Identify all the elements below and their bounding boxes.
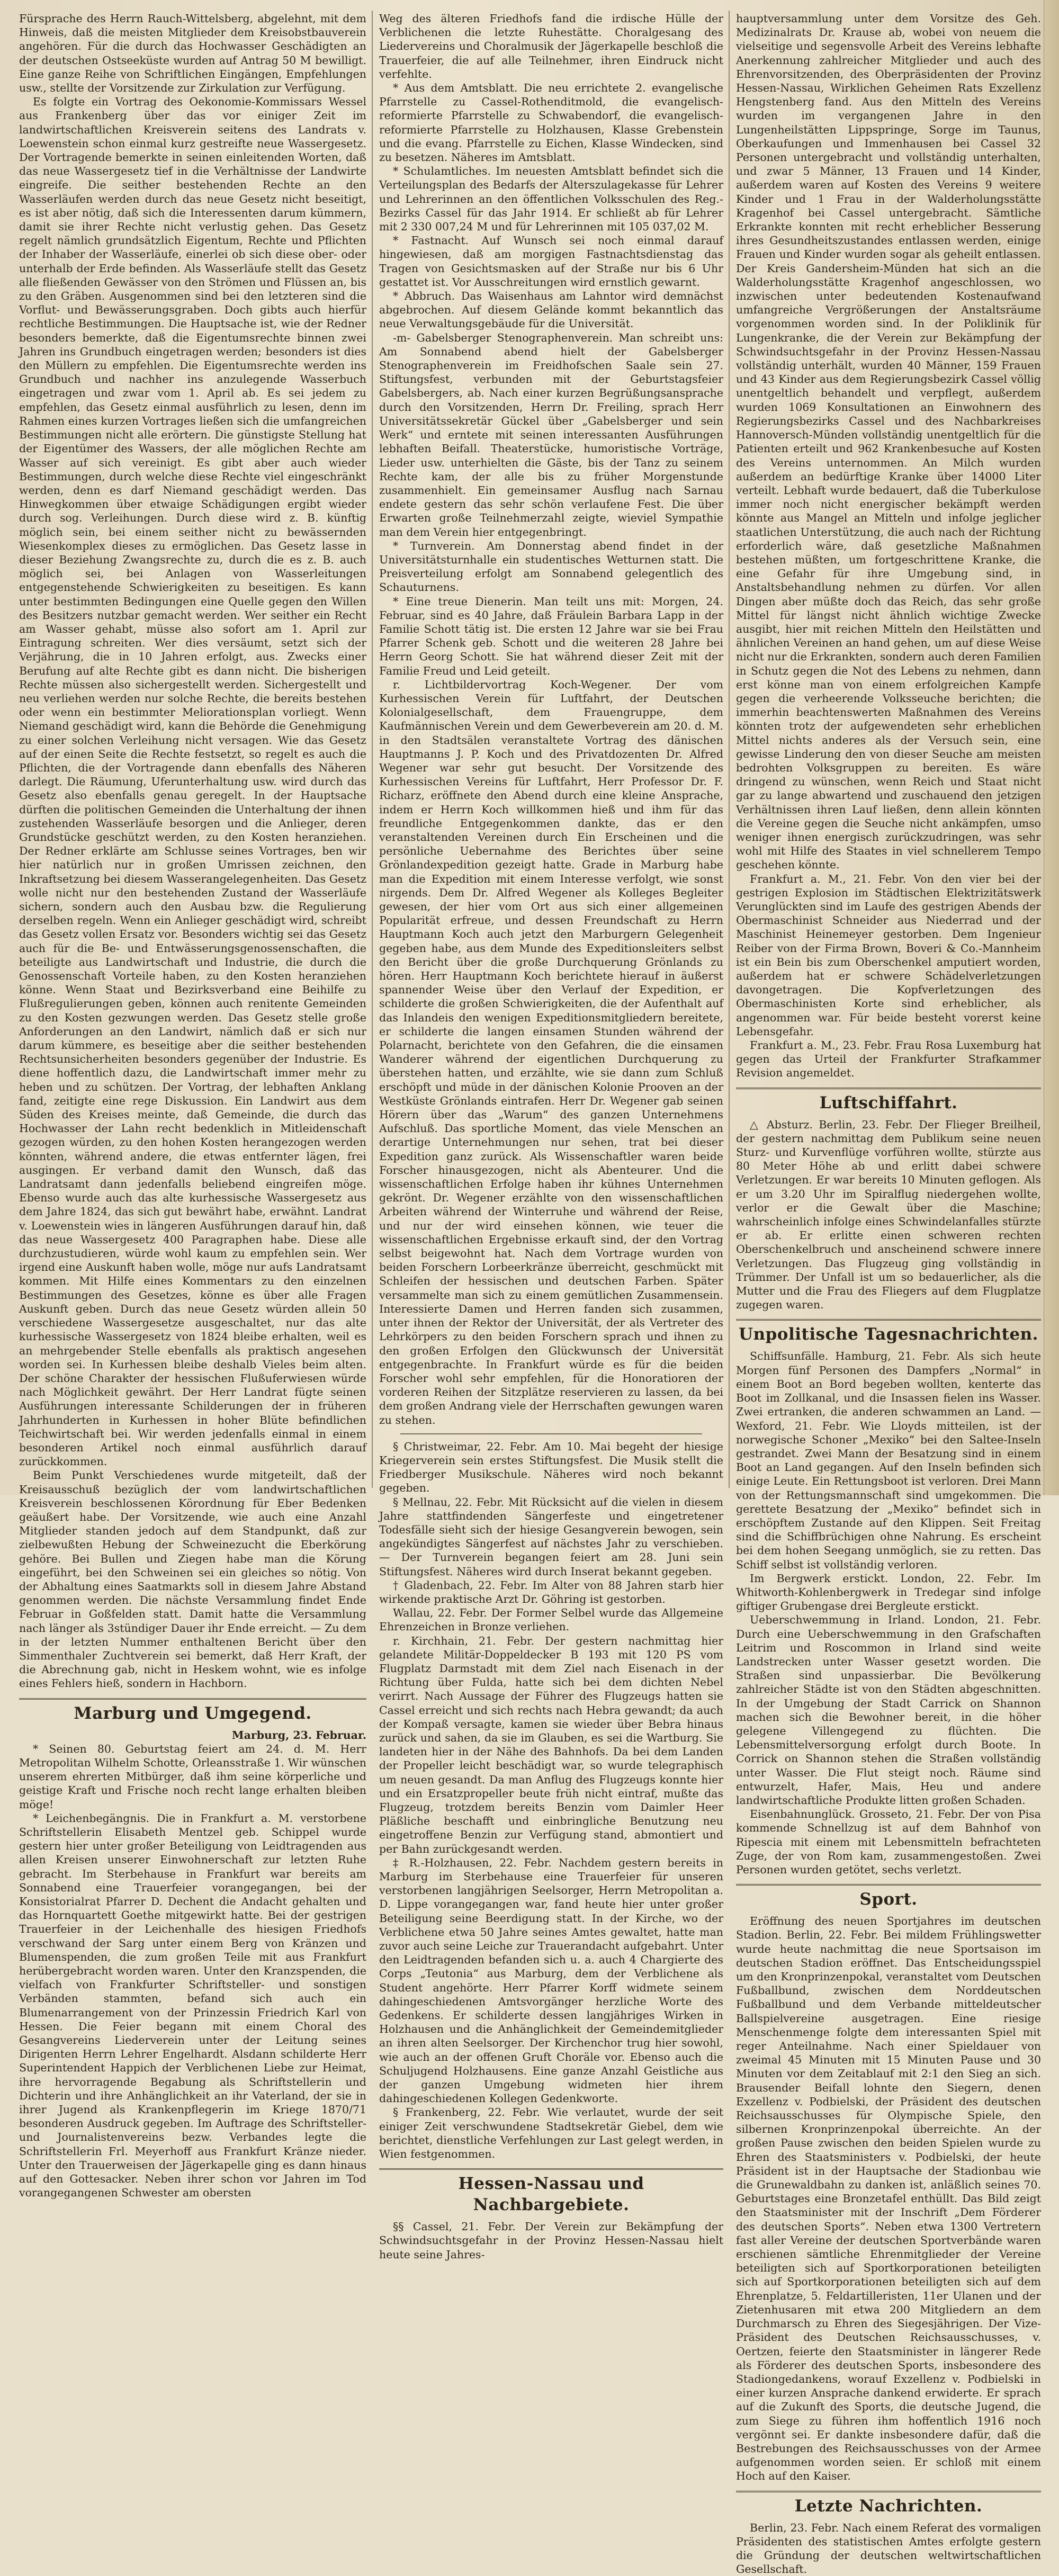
section-heading-sport: Sport.	[736, 1884, 1041, 1910]
article-paragraph: * Abbruch. Das Waisenhaus am Lahntor wird demnächst abgebrochen. Auf diesem Gelände kommt bekanntlich das neue Verwaltungsgebäude für die Universität.	[379, 290, 723, 330]
article-paragraph: Eröffnung des neuen Sportjahres im deutschen Stadion. Berlin, 22. Febr. Bei mildem Frühlingswetter wurde heute nachmittag die neue Sportsaison im deutschen Stadion eröffnet. Das Entscheidungsspiel um den Kronprinzenpokal, veranstaltet vom Deutschen Fußballbund, zwischen dem Norddeutschen Fußballbund und dem Verbande mitteldeutscher Ballspielvereine ausgetragen. Eine riesige Menschenmenge folgte dem interessanten Spiel mit reger Anteilnahme. Nach einer Spieldauer von zweimal 45 Minuten mit 15 Minuten Pause und 30 Minuten vor dem Zeitablauf mit 2:1 den Sieg an sich. Brausender Beifall lohnte den Siegern, denen Exzellenz v. Podbielski, der Präsident des deutschen Reichsausschusses für Olympische Spiele, den silbernen Kronprinzenpokal überreichte. An der großen Pause zwischen den beiden Spielen wurde zu Ehren des Staatsministers v. Podbielski, der heute Präsident ist in der Hauptsache der Stadionbau wie die Grunewaldbahn zu danken ist, anläßlich seines 70. Geburtstages eine Bronzetafel enthüllt. Das Bild zeigt den Staatsminister mit der Inschrift „Dem Förderer des deutschen Sports“. Neben etwa 1300 Vertretern fast aller Vereine der deutschen Sportverbände waren erschienen sämtliche Ehrenmitglieder der Vereine beteiligten sich auf Sportkorporationen beteiligten sich auf Sportkorporationen beteiligten sich auf dem Ehrenplatze, 5. Feldartilleristen, 11er Ulanen und der Zietenhusaren mit etwa 200 Mitgliedern an dem Durchmarsch zu Ehren des Siegesjährigen. Der Vize-Präsident des Deutschen Reichsausschusses, v. Oertzen, feierte den Staatsminister in längerer Rede als Förderer des deutschen Sports, insbesondere des Stadiongedankens, worauf Exzellenz v. Podbielski in einer kurzen Ansprache dankend erwiderte. Er sprach auf die Zukunft des Sports, die deutsche Jugend, die zum Siege zu führen ihm hoffentlich 1916 noch vergönnt sei. Er dankte insbesondere dafür, daß die Bestrebungen des Reichsausschusses von der Armee aufgenommen worden seien. Er schloß mit einem Hoch auf den Kaiser.	[736, 1915, 1041, 2483]
article-paragraph: Wallau, 22. Febr. Der Former Selbel wurde das Allgemeine Ehrenzeichen in Bronze verliehen.	[379, 1606, 723, 1633]
column-1	[19, 12, 366, 2200]
column-divider	[372, 11, 373, 1488]
article-paragraph: § Mellnau, 22. Febr. Mit Rücksicht auf die vielen in diesem Jahre stattfindenden Sängerfeste und eingetretener Todesfälle sieht sich der hiesige Gesangverein bewogen, sein angekündigtes Sängerfest auf nächstes Jahr zu verschieben. — Der Turnverein begangen feiert am 28. Juni sein Stiftungsfest. Näheres wird durch Inserat bekannt gegeben.	[379, 1495, 723, 1578]
article-paragraph: -m- Gabelsberger Stenographenverein. Man schreibt uns: Am Sonnabend abend hielt der Gabelsberger Stenographenverein im Freidhofschen Saale sein 27. Stiftungsfest, verbunden mit der Geburtstagsfeier Gabelsbergers, ab. Nach einer kurzen Begrüßungsansprache durch den Vorsitzenden, Herrn Dr. Freiling, sprach Herr Universitätssekretär Gückel über „Gabelsberger und sein Werk“ und erntete mit seinen interessanten Ausführungen lebhaften Beifall. Theaterstücke, humoristische Vorträge, Lieder usw. unterhielten die Gäste, bis der Tanz zu seinem Rechte kam, der alle bis zu früher Morgenstunde zusammenhielt. Ein gemeinsamer Ausflug nach Sarnau endete gestern das sehr schön verlaufene Fest. Die über Erwarten große Teilnehmerzahl zeigte, wieviel Sympathie man dem Verein hier entgegenbringt.	[379, 331, 723, 538]
article-paragraph: * Fastnacht. Auf Wunsch sei noch einmal darauf hingewiesen, daß am morgigen Fastnachtsdienstag das Tragen von Gesichtsmasken auf der Straße nur bis 6 Uhr gestattet ist. Vor Ausschreitungen wird ernstlich gewarnt.	[379, 234, 723, 289]
article-paragraph: Schiffsunfälle. Hamburg, 21. Febr. Als sich heute Morgen fünf Personen des Dampfers „Normal“ in einem Boot an Bord begeben wollten, kenterte das Boot im Zollkanal, und die Insassen fielen ins Wasser. Zwei ertranken, die anderen schwammen an Land. — Wexford, 21. Febr. Wie Lloyds mitteilen, ist der norwegische Schoner „Mexiko“ bei den Saltee-Inseln gestrandet. Zwei Mann der Besatzung sind in einem Boot an Land gegangen. Auf den Inseln befinden sich einige Leute. Ein Rettungsboot ist verloren. Drei Mann von der Rettungsmannschaft sind umgekommen. Die gerettete Besatzung der „Mexiko“ befindet sich in erschöpftem Zustande auf den Klippen. Seit Freitag sind die Schiffbrüchigen ohne Nahrung. Es erscheint bei dem hohen Seegang unmöglich, sie zu retten. Das Schiff selbst ist vollständig verloren.	[736, 1350, 1041, 1571]
article-paragraph: hauptversammlung unter dem Vorsitze des Geh. Medizinalrats Dr. Krause ab, wobei von neuem die vielseitige und segensvolle Arbeit des Vereins lebhafte Anerkennung zahlreicher Mitglieder und auch des Ehrenvorsitzenden, des Oberpräsidenten der Provinz Hessen-Nassau, Wirklichen Geheimen Rats Exzellenz Hengstenberg fand. Aus den Mitteln des Vereins wurden im vergangenen Jahre in den Lungenheilstätten Lippspringe, Sorge im Taunus, Oberkaufungen und Immenhausen bei Cassel 32 Personen untergebracht und vollständig unterhalten, und zwar 5 Männer, 13 Frauen und 14 Kinder, außerdem waren auf Kosten des Vereins 9 weitere Kinder und 1 Frau in der Walderholungsstätte Kragenhof bei Cassel untergebracht. Sämtliche Erkrankte konnten mit recht erheblicher Besserung ihres Gesundheitszustandes entlassen werden, einige Frauen und Kinder wurden sogar als geheilt entlassen. Der Kreis Gandersheim-Münden hat sich an die Walderholungsstätte Kragenhof angeschlossen, wo inzwischen unter bedeutenden Kostenaufwand umfangreiche Vergrößerungen der Anstaltsräume vorgenommen worden sind. In der Poliklinik für Lungenkranke, die der Verein zur Bekämpfung der Schwindsuchtsgefahr in der Provinz Hessen-Nassau vollständig unterhält, wurden 40 Männer, 159 Frauen und 43 Kinder aus dem Regierungsbezirk Cassel völlig unentgeltlich behandelt und verpflegt, außerdem wurden 1069 Konsultationen an Einwohnern des Regierungsbezirks Cassel und des Nachbarkreises Hannoversch-Münden vollständig unentgeltlich für die Patienten erteilt und 962 Krankenbesuche auf Kosten des Vereins unternommen. An Milch wurden außerdem an bedürftige Kranke über 14000 Liter verteilt. Lebhaft wurde bedauert, daß die Tuberkulose immer noch nicht energischer bekämpft werden könnte aus Mangel an Mitteln und infolge jeglicher staatlichen Unterstützung, die auch nach der Richtung erforderlich wäre, daß gesetzliche Maßnahmen bestehen müßten, um fortgeschrittene Kranke, die eine Gefahr für ihre Umgebung sind, in Anstaltsbehandlung nehmen zu dürfen. Vor allen Dingen aber müßte doch das Reich, das sehr große Mittel für längst nicht ähnlich wichtige Zwecke ausgibt, hier mit reichen Mitteln den Heilstätten und ähnlichen Vereinen an hand gehen, um auf diese Weise nicht nur die Erkrankten, sondern auch deren Familien in Schutz gegen die Not des Lebens zu nehmen, dann erst könne man von einem erfolgreichen Kampfe gegen die verheerende Volksseuche berichten; die immerhin beachtenswerten Maßnahmen des Vereins könnten trotz der aufgewendeten sehr erheblichen Mittel nichts anderes als der Versuch sein, eine gewisse Linderung den von dieser Seuche am meisten bedrohten Volksgruppen zu bereiten. Es wäre dringend zu wünschen, wenn Reich und Staat nicht gar zu lange abwartend und zuschauend den jetzigen Verhältnissen ihren Lauf ließen, denn allein könnten die Vereine gegen die Seuche nicht ankämpfen, umso weniger ihnen energisch zurückzudringen, was sehr wohl mit Hilfe des Staates in viel schnellerem Tempo geschehen könnte.	[736, 12, 1041, 872]
section-heading-tagesnachrichten: Unpolitische Tagesnachrichten.	[736, 1319, 1041, 1345]
article-paragraph: § Frankenberg, 22. Febr. Wie verlautet, wurde der seit einiger Zeit verschwundene Stadtsekretär Giebel, dem wie berichtet, dienstliche Verfehlungen zur Last gelegt werden, in Wien festgenommen.	[379, 2106, 723, 2161]
article-paragraph: * Schulamtliches. Im neuesten Amtsblatt befindet sich die Verteilungsplan des Bedarfs der Alterszulagekasse für Lehrer und Lehrerinnen an den öffentlichen Volksschulen des Reg.-Bezirks Cassel für das Jahr 1914. Er schließt ab für Lehrer mit 2 330 007,24 M und für Lehrerinnen mit 105 037,02 M.	[379, 165, 723, 234]
article-paragraph: Beim Punkt Verschiedenes wurde mitgeteilt, daß der Kreisausschuß bezüglich der vom landwirtschaftlichen Kreisverein beschlossenen Körordnung für Eber Bedenken geäußert habe. Der Vorsitzende, wie auch eine Anzahl Mitglieder standen jedoch auf dem Standpunkt, daß zur zielbewußten Hebung der Schweinezucht die Eberkörung gehöre. Bei Bullen und Ziegen habe man die Körung eingeführt, bei den Schweinen sei ein gleiches so nötig. Von der Abhaltung eines Saatmarkts soll in diesem Jahre Abstand genommen werden. Die nächste Versammlung findet Ende Februar in Goßfelden statt. Damit hatte die Versammlung nach länger als 3stündiger Dauer ihr Ende erreicht. — Zu dem in der letzten Nummer enthaltenen Bericht über den Simmenthaler Zuchtverein sei bemerkt, daß Herr Kraft, der die Abrechnung gab, nicht in Heskem wohnt, wie es infolge eines Fehlers hieß, sondern in Hachborn.	[19, 1469, 366, 1690]
article-paragraph: * Eine treue Dienerin. Man teilt uns mit: Morgen, 24. Februar, sind es 40 Jahre, daß Fräulein Barbara Lapp in der Familie Schott tätig ist. Die ersten 12 Jahre war sie bei Frau Pfarrer Schenk geb. Schott und die weiteren 28 Jahre bei Herrn Georg Schott. Sie hat während dieser Zeit mit der Familie Freud und Leid geteilt.	[379, 595, 723, 677]
article-paragraph: † Gladenbach, 22. Febr. Im Alter von 88 Jahren starb hier wirkende praktische Arzt Dr. Göhring ist gestorben.	[379, 1578, 723, 1605]
horizontal-rule	[400, 1433, 702, 1434]
article-paragraph: Eisenbahnunglück. Grosseto, 21. Febr. Der von Pisa kommende Schnellzug ist auf dem Bahnhof von Ripescia mit einem mit Lebensmitteln befrachteten Zuge, der von Rom kam, zusammengestoßen. Zwei Personen wurden getötet, sechs verletzt.	[736, 1808, 1041, 1876]
article-paragraph: Fürsprache des Herrn Rauch-Wittelsberg, abgelehnt, mit dem Hinweis, daß die meisten Mitglieder dem Kreisobstbauverein angehören. Für die durch das Hochwasser Geschädigten an der deutschen Ostseeküste wurden auf Antrag 50 M bewilligt. Eine ganze Reihe von Schriftlichen Eingängen, Empfehlungen usw., stellte der Vorsitzende zur Zirkulation zur Verfügung.	[19, 12, 366, 95]
article-paragraph: Im Bergwerk erstickt. London, 22. Febr. Im Whitworth-Kohlenbergwerk in Tredegar sind infolge giftiger Grubengase drei Bergleute erstickt.	[736, 1572, 1041, 1613]
section-heading-luftschiffahrt: Luftschiffahrt.	[736, 1088, 1041, 1114]
article-paragraph: * Seinen 80. Geburtstag feiert am 24. d. M. Herr Metropolitan Wilhelm Schotte, Orleansstraße 1. Wir wünschen unserem ehrerten Mitbürger, daß ihm seine körperliche und geistige Kraft und Frische noch recht lange erhalten bleiben möge!	[19, 1742, 366, 1811]
article-paragraph: Ueberschwemmung in Irland. London, 21. Febr. Durch eine Ueberschwemmung in den Grafschaften Leitrim und Roscommon in Irland sind weite Landstrecken unter Wasser gesetzt worden. Die Straßen sind unpassierbar. Die Bevölkerung zahlreicher Städte ist von den Städten abgeschnitten. In der Umgebung der Stadt Carrick on Shannon machen sich die Bewohner bereit, in die höher gelegene Villengegend zu flüchten. Die Lebensmittelversorgung erfolgt durch Boote. In Corrick on Shannon stehen die Straßen vollständig unter Wasser. Die Flut steigt noch. Räume sind entwurzelt, Hafer, Mais, Heu und andere landwirtschaftliche Produkte litten großen Schaden.	[736, 1613, 1041, 1807]
article-paragraph: Berlin, 23. Febr. Nach einem Referat des vormaligen Präsidenten des statistischen Amtes erfolgte gestern die Gründung der deutschen weltwirtschaftlichen Gesellschaft.	[736, 2521, 1041, 2576]
article-paragraph: * Aus dem Amtsblatt. Die neu errichtete 2. evangelische Pfarrstelle zu Cassel-Rothenditmold, die evangelisch-reformierte Pfarrstelle zu Schwabendorf, die evangelisch-reformierte Pfarrstelle zu Holzhausen, Klasse Grebenstein und die evang. Pfarrstelle zu Eichen, Klasse Windecken, sind zu besetzen. Näheres im Amtsblatt.	[379, 82, 723, 164]
column-3	[736, 12, 1041, 2576]
section-heading-marburg: Marburg und Umgegend.	[19, 1698, 366, 1724]
article-paragraph: * Leichenbegängnis. Die in Frankfurt a. M. verstorbene Schriftstellerin Elisabeth Mentzel geb. Schippel wurde gestern hier unter großer Beteiligung von Leidtragenden aus allen Kreisen unserer Einwohnerschaft zur letzten Ruhe gebracht. Im Sterbehause in Frankfurt war bereits am Sonnabend eine Trauerfeier vorangegangen, bei der Konsistorialrat Pfarrer D. Dechent die Andacht gehalten und das Hornquartett Goethe mitgewirkt hatte. Bei der gestrigen Trauerfeier in der Leichenhalle des hiesigen Friedhofs verschwand der Sarg unter einem Berg von Kränzen und Blumenspenden, die zum großen Teile mit aus Frankfurt herübergebracht worden waren. Unter den Kranzspenden, die vielfach von Frankfurter Schriftsteller- und sonstigen Verbänden stammten, befand sich auch ein Blumenarrangement von der Prinzessin Friedrich Karl von Hessen. Die Feier begann mit einem Choral des Gesangvereins Liederverein unter der Leitung seines Dirigenten Herrn Lehrer Engelhardt. Alsdann schilderte Herr Superintendent Happich der Verblichenen Liebe zur Heimat, ihre hervorragende Begabung als Schriftstellerin und Dichterin und ihre Anhänglichkeit an ihr Vaterland, der sie in ihrer Jugend als Krankenpflegerin im Kriege 1870/71 besonderen Ausdruck gegeben. Im Auftrage des Schriftsteller- und Journalistenvereins bezw. Verbandes legte die Schriftstellerin Frl. Meyerhoff aus Frankfurt Kränze nieder. Unter den Trauerweisen der Jägerkapelle ging es dann hinaus auf den Gottesacker. Neben ihrer schon vor Jahren im Tod vorangegangenen Schwester am obersten	[19, 1811, 366, 2200]
article-paragraph: r. Lichtbildervortrag Koch-Wegener. Der vom Kurhessischen Verein für Luftfahrt, der Deutschen Kolonialgesellschaft, dem Frauengruppe, dem Kaufmännischen Verein und dem Gewerbeverein am 20. d. M. in den Stadtsälen veranstaltete Vortrag des dänischen Hauptmanns J. P. Koch und des Privatdozenten Dr. Alfred Wegener war sehr gut besucht. Der Vorsitzende des Kurhessischen Vereins für Luftfahrt, Herr Professor Dr. F. Richarz, eröffnete den Abend durch eine kleine Ansprache, indem er Herrn Koch willkommen hieß und ihm für das freundliche Entgegenkommen dankte, das er den veranstaltenden Vereinen durch Ein Erscheinen und die persönliche Uebernahme des Berichtes über seine Grönlandexpedition gezeigt hatte. Grade in Marburg habe man die Expedition mit einem Interesse verfolgt, wie sonst nirgends. Dem Dr. Alfred Wegener als Kolleges Begleiter gewesen, der hier vom Ort aus sich einer allgemeinen Popularität erfreue, und dessen Freundschaft zu Herrn Hauptmann Koch auch jetzt den Marburgern Gelegenheit gegeben habe, aus dem Munde des Expeditionsleiters selbst den Bericht über die große Durchquerung Grönlands zu hören. Herr Hauptmann Koch berichtete hierauf in äußerst spannender Weise über den Verlauf der Expedition, er schilderte die großen Schwierigkeiten, die der Aufenthalt auf das Inlandeis den wenigen Expeditionsmitgliedern bereitete, er schilderte die langen einsamen Stunden während der Polarnacht, berichtete von den Gefahren, die die einsamen Wanderer während der eigentlichen Durchquerung zu überstehen hatten, und erzählte, wie sie dann zum Schluß erschöpft und müde in der dänischen Kolonie Prooven an der Westküste Grönlands eintrafen. Herr Dr. Wegener gab seinen Hörern über das „Warum“ des ganzen Unternehmens Aufschluß. Das sportliche Moment, das viele Menschen an derartige Unternehmungen nur sehen, trat bei dieser Expedition ganz zurück. Als Wissenschaftler waren beide Forscher hinausgezogen, nicht als Abenteurer. Und die wissenschaftlichen Erfolge haben ihr kühnes Unternehmen gekrönt. Dr. Wegener erzählte von den wissenschaftlichen Arbeiten während der Winterruhe und während der Reise, und nur der wird einsehen können, wie teuer die wissenschaftlichen Ergebnisse erkauft sind, der den Vortrag selbst beigewohnt hat. Nach dem Vortrage wurden von beiden Forschern Lorbeerkränze überreicht, geschmückt mit Schleifen der hessischen und deutschen Farben. Später versammelte man sich zu einem gemütlichen Zusammensein. Interessierte Damen und Herren fanden sich zusammen, unter ihnen der Rektor der Universität, der als Vertreter des Lehrkörpers zu den beiden Forschern sprach und ihnen zu den großen Erfolgen den Glückwunsch der Universität entgegenbrachte. In Frankfurt würde es für die beiden Forscher wohl sehr empfehlen, für die Honoratioren der vorderen Reihen der Sitzplätze reservieren zu lassen, da bei dem großen Andrang viele der Herrschaften gewungen waren zu stehen.	[379, 678, 723, 1426]
article-paragraph: ‡ R.-Holzhausen, 22. Febr. Nachdem gestern bereits in Marburg im Sterbehause eine Trauerfeier für unseren verstorbenen langjährigen Seelsorger, Herrn Metropolitan a. D. Lippe vorangegangen war, fand heute hier unter großer Beteiligung seine Beerdigung statt. In der Kirche, wo der Verblichene etwa 50 Jahre seines Amtes gewaltet, hatte man zuvor auch seine Leiche zur Trauerandacht aufgebahrt. Unter den Leidtragenden befanden sich u. a. auch 4 Chargierte des Corps „Teutonia“ aus Marburg, dem der Verblichene als Student angehörte. Herr Pfarrer Korff widmete seinem dahingeschiedenen Amtsvorgänger herzliche Worte des Gedenkens. Er schilderte dessen langjähriges Wirken in Holzhausen und die Anhänglichkeit der Gemeindemitglieder an ihren alten Seelsorger. Der Kirchenchor trug hier sowohl, wie auch an der offenen Gruft Choräle vor. Ebenso auch die Schuljugend Holzhausens. Eine ganze Anzahl Geistliche aus der ganzen Umgebung widmeten hier ihrem dahingeschiedenen Kollegen Gedenkworte.	[379, 1856, 723, 2105]
dateline: Marburg, 23. Februar.	[231, 1728, 366, 1742]
article-paragraph: △ Absturz. Berlin, 23. Febr. Der Flieger Breilheil, der gestern nachmittag dem Publikum seine neuen Sturz- und Kurvenflüge vorführen wollte, stürzte aus 80 Meter Höhe ab und erlitt dabei schwere Verletzungen. Er war bereits 10 Minuten geflogen. Als er um 3.20 Uhr im Spiralflug niedergehen wollte, verlor er die Gewalt über die Maschine; wahrscheinlich infolge eines Schwindelanfalles stürzte er ab. Er erlitte einen schweren rechten Oberschenkelbruch und anscheinend schwere innere Verletzungen. Das Flugzeug ging vollständig in Trümmer. Der Unfall ist um so bedauerlicher, als die Mutter und die Frau des Fliegers auf dem Flugplatze zugegen waren.	[736, 1118, 1041, 1312]
article-paragraph: Es folgte ein Vortrag des Oekonomie-Kommissars Wessel aus Frankenberg über das vor einiger Zeit im landwirtschaftlichen Kreisverein seitens des Landrats v. Loewenstein schon einmal kurz gestreifte neue Wassergesetz. Der Vortragende bemerkte in seinen einleitenden Worten, daß das neue Wassergesetz tief in die Verhältnisse der Landwirte eingreife. Die seither bestehenden Rechte an den Wasserläufen werden durch das neue Gesetz nicht beseitigt, es ist aber nötig, daß sich die Interessenten darum kümmern, damit sie ihrer Rechte nicht verlustig gehen. Das Gesetz regelt nämlich grundsätzlich Eigentum, Rechte und Pflichten der Inhaber der Wasserläufe, einerlei ob sich diese ober- oder unterhalb der Erde befinden. Als Wasserläufe stellt das Gesetz alle fließenden Gewässer von den Strömen und Flüssen an, bis zu den Gräben. Ausgenommen sind bei den letzteren sind die Vorflut- und Bewässerungsgraben. Doch gibts auch hierfür rechtliche Bestimmungen. Die Hauptsache ist, wie der Redner besonders bemerkte, daß die Eigentumsrechte binnen zwei Jahren ins Grundbuch eingetragen werden; besonders ist dies den Müllern zu empfehlen. Die Eigentumsrechte werden ins Grundbuch und nachher ins anzulegende Wasserbuch eingetragen und zwar vom 1. April ab. Es sei jedem zu empfehlen, das Gesetz einmal ausführlich zu lesen, denn im Rahmen eines kurzen Vortrages ließen sich die umfangreichen Bestimmungen nicht alle erörtern. Die günstigste Stellung hat der Eigentümer des Wassers, der alle möglichen Rechte am Wasser auf sich vereinigt. Es gibt aber auch wieder Bestimmungen, durch welche diese Rechte viel eingeschränkt werden, denn es darf Niemand geschädigt werden. Das Hinwegkommen über etwaige Schädigungen ergibt wieder durch sog. Verleihungen. Durch diese wird z. B. künftig möglich sein, bei einem seither nicht zu bewässernden Wiesenkomplex dieses zu ermöglichen. Das Gesetz lasse in dieser Beziehung Zwangsrechte zu, durch die es z. B. auch möglich sei, bei Anlagen von Wasserleitungen entgegenstehende Schwierigkeiten zu beseitigen. Es kann unter bestimmten Bedingungen eine Quelle gegen den Willen des Besitzers nutzbar gemacht werden. Wer seither ein Recht am Wasser gehabt, müsse also sofort am 1. April zur Eintragung schreiten. Wer dies versäumt, setzt sich der Verjährung, die in 10 Jahren erfolgt, aus. Zwecks einer Berufung auf alte Rechte gibt es dann nicht. Die bisherigen Rechte müssen also sichergestellt werden. Sichergestellt und neu verliehen werden nur solche Rechte, die bereits bestehen oder wenn ein bestimmter Meliorationsplan vorliegt. Wenn Niemand geschädigt wird, kann die Behörde die Genehmigung zu einer solchen Verleihung nicht versagen. Wie das Gesetz auf der einen Seite die Rechte festsetzt, so regelt es auch die Pflichten, die der Vortragende dann ebenfalls des Näheren darlegt. Die Räumung, Uferunterhaltung usw. wird durch das Gesetz also ebenfalls genau geregelt. In der Hauptsache dürften die politischen Gemeinden die Unterhaltung der ihnen zustehenden Wasserläufe besorgen und die Anlieger, deren Grundstücke geschützt werden, zu den Kosten heranziehen. Der Redner erklärte am Schlusse seines Vortrages, ben wir hier natürlich nur in großen Umrissen zeichnen, den Inkraftsetzung bei diesem Wasserangelegenheiten. Das Gesetz wolle nicht nur den bestehenden Zustand der Wasserläufe sichern, sondern auch den Ausbau bzw. die Regulierung derselben regeln. Wenn ein Anlieger geschädigt wird, schreibt das Gesetz vollen Ersatz vor. Besonders wichtig sei das Gesetz auch für die Be- und Entwässerungsgenossenschaften, die beteiligte aus Landwirtschaft und Industrie, die durch die Genossenschaft Vorteile haben, zu den Kosten heranziehen könne. Wenn Staat und Bezirksverband eine Beihilfe zu Flußregulierungen geben, können auch renitente Gemeinden zu den Kosten gezwungen werden. Das Gesetz stelle große Anforderungen an den Landwirt, nämlich daß er sich nur darum kümmere, es beseitige aber die seither bestehenden Rechtsunsicherheiten besonders gegenüber der Industrie. Es diene hoffentlich dazu, die Landwirtschaft immer mehr zu heben und zu schützen. Der Vortrag, der lebhaften Anklang fand, zeitigte eine rege Diskussion. Ein Landwirt aus dem Süden des Kreises meinte, daß Gemeinde, die durch das Hochwasser der Lahn recht bedenklich in Mitleidenschaft gezogen würden, zu den hohen Kosten herangezogen werden könnten, während andere, die etwas entfernter lägen, frei ausgingen. Er verband damit den Wunsch, daß das Landratsamt dann jedenfalls beliebend eingreifen möge. Ebenso wurde auch das alte kurhessische Wassergesetz aus dem Jahre 1824, das sich gut bewährt habe, erwähnt. Landrat v. Loewenstein wies in längeren Ausführungen darauf hin, daß das neue Wassergesetz 400 Paragraphen habe. Diese alle durchzustudieren, würde wohl kaum zu empfehlen sein. Wer irgend eine Auskunft haben wolle, möge nur aufs Landratsamt kommen. Mit Hilfe eines Kommentars zu den einzelnen Bestimmungen des Gesetzes, könne es über alle Fragen Auskunft geben. Durch das neue Gesetz würden allein 50 verschiedene Wassergesetze ausgeschaltet, nur das alte kurhessische Wassergesetz von 1824 bleibe erhalten, weil es an mehrgebender Stelle ebenfalls als praktisch angesehen worden sei. In Kurhessen bleibe deshalb Vieles beim alten. Der schöne Charakter der hessischen Flußuferwiesen würde nach Möglichkeit gewährt. Der Herr Landrat fügte seinen Ausführungen interessante Schilderungen der in früheren Jahrhunderten in Kurhessen in hoher Blüte befindlichen Teichwirtschaft bei. Wir werden jedenfalls einmal in einem besonderen Artikel noch einmal ausführlich darauf zurückkommen.	[19, 95, 366, 1468]
section-heading-hessen-nassau: Hessen-Nassau und Nachbargebiete.	[379, 2168, 723, 2215]
article-paragraph: Weg des älteren Friedhofs fand die irdische Hülle der Verblichenen die letzte Ruhestätte. Choralgesang des Liedervereins und Choralmusik der Jägerkapelle beschloß die Trauerfeier, die auf alle Teilnehmer, ihren Eindruck nicht verfehlte.	[379, 12, 723, 80]
article-paragraph: Frankfurt a. M., 23. Febr. Frau Rosa Luxemburg hat gegen das Urteil der Frankfurter Strafkammer Revision angemeldet.	[736, 1039, 1041, 1080]
article-paragraph: r. Kirchhain, 21. Febr. Der gestern nachmittag hier gelandete Militär-Doppeldecker B 193 mit 120 PS vom Flugplatz Darmstadt mit dem Ziel nach Eisenach in der Richtung über Fulda, hatte sich bei dem dichten Nebel verirrt. Nach Aussage der Führer des Flugzeugs hatten sie Cassel erreicht und sich rechts nach Hebra gewandt; da auch der Kompaß versagte, kamen sie wieder über Bebra hinaus zurück und sahen, da sie im Glauben, es sei die Wartburg. Sie landeten hier in der Nähe des Bahnhofs. Da bei dem Landen der Propeller leicht beschädigt war, so wurde telegraphisch um neuen gesandt. Da man Anflug des Flugzeugs konnte hier und ein Ersatzpropeller beute früh nicht eintraf, mußte das Flugzeug, trotzdem bereits Benzin vom Daimler Heer Pläßliche beschafft und einbringliche Benutzung neu eingetroffene Benzin zur Verfügung stand, abmontiert und per Bahn zurückgesandt werden.	[379, 1634, 723, 1855]
article-paragraph: * Turnverein. Am Donnerstag abend findet in der Universitätsturnhalle ein studentisches Wetturnen statt. Die Preisverteilung erfolgt am Sonnabend gelegentlich des Schauturnens.	[379, 539, 723, 594]
page-edge	[1044, 0, 1059, 1495]
column-2	[379, 12, 723, 2261]
section-heading-letzte-nachrichten: Letzte Nachrichten.	[736, 2491, 1041, 2517]
article-paragraph: Frankfurt a. M., 21. Febr. Von den vier bei der gestrigen Explosion im Städtischen Elektrizitätswerk Verunglückten sind im Laufe des gestrigen Abends der Obermaschinist Schneider aus Niederrad und der Maschinist Heinemeyer gestorben. Dem Ingenieur Reiber von der Firma Brown, Boveri & Co.-Mannheim ist ein Bein bis zum Oberschenkel amputiert worden, außerdem hat er schwere Schädelverletzungen davongetragen. Die Kopfverletzungen des Obermaschinisten Korte sind erheblicher, als angenommen war. Für beide besteht vorerst keine Lebensgefahr.	[736, 872, 1041, 1038]
article-paragraph: §§ Cassel, 21. Febr. Der Verein zur Bekämpfung der Schwindsuchtsgefahr in der Provinz Hessen-Nassau hielt heute seine Jahres-	[379, 2220, 723, 2261]
article-paragraph: § Christweimar, 22. Febr. Am 10. Mai begeht der hiesige Kriegerverein sein erstes Stiftungsfest. Die Musik stellt die Friedberger Musikschule. Näheres wird noch bekannt gegeben.	[379, 1440, 723, 1495]
column-divider	[729, 11, 730, 1488]
